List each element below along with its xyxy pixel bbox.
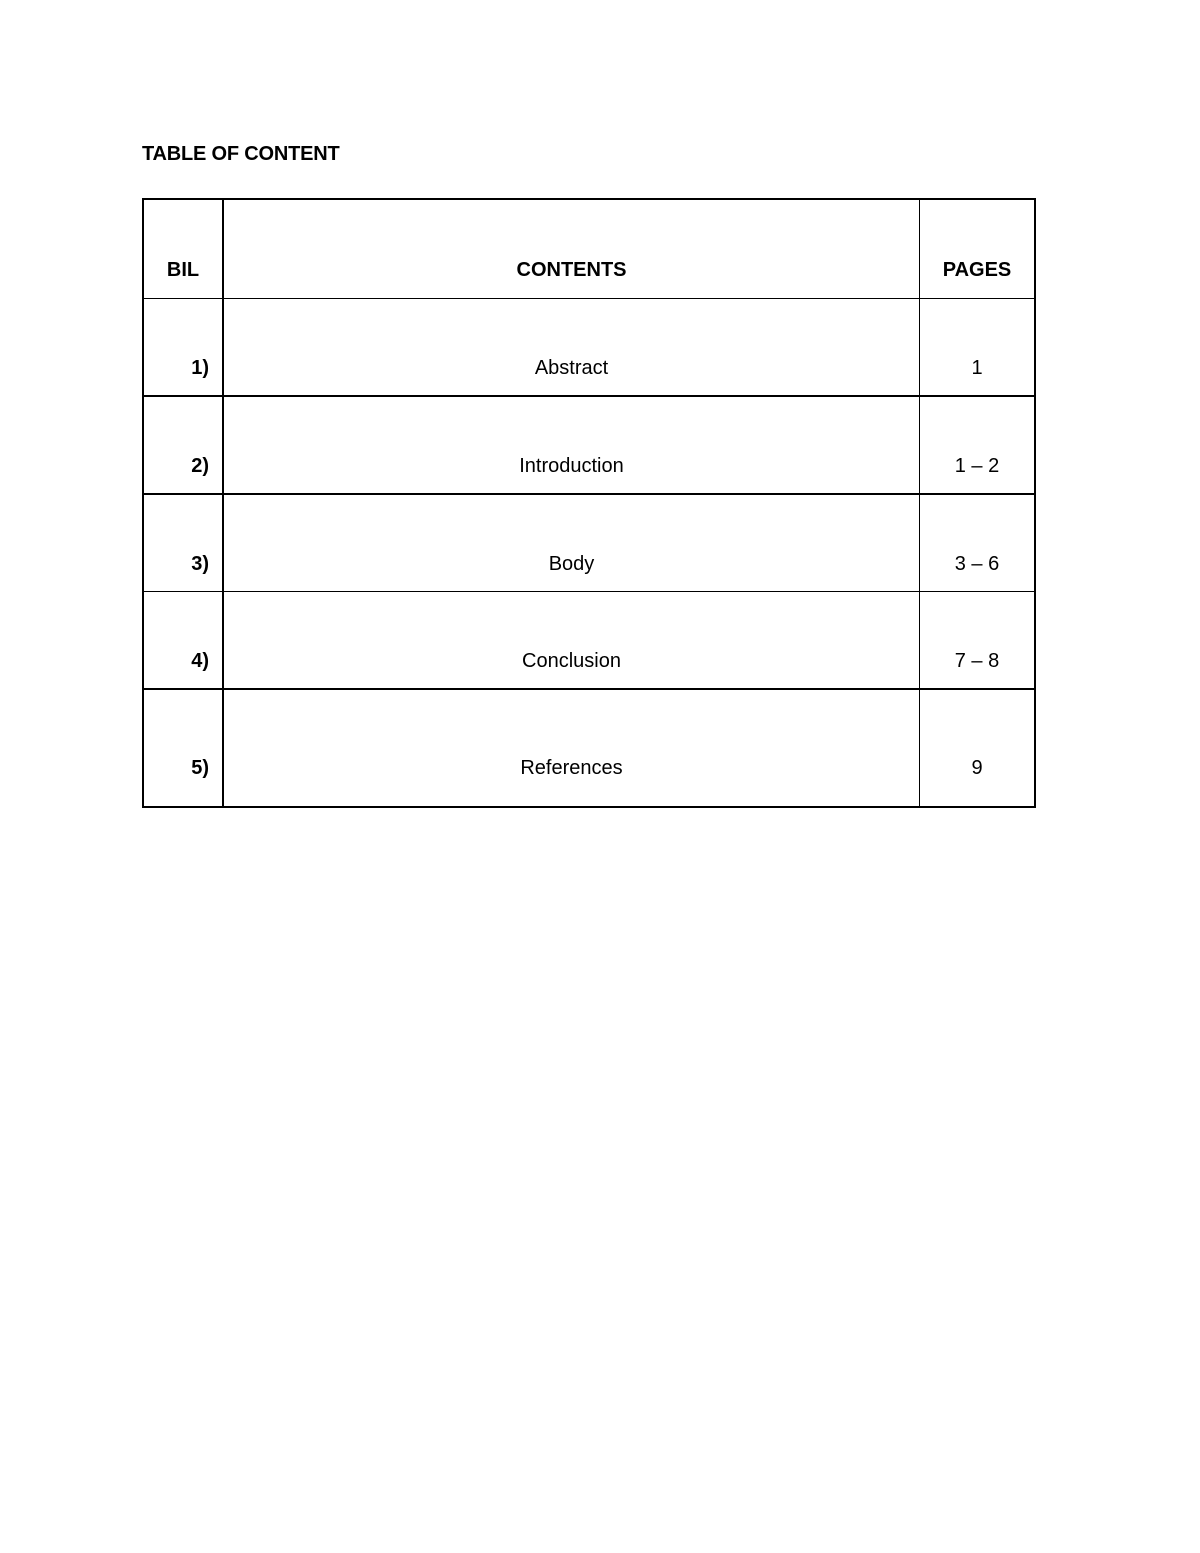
row-number: 5) <box>143 689 223 807</box>
row-content: Introduction <box>223 396 920 494</box>
row-number: 1) <box>143 299 223 397</box>
header-bil: BIL <box>143 199 223 299</box>
table-row <box>143 396 1035 494</box>
row-number: 3) <box>143 494 223 592</box>
table-row <box>143 592 1035 690</box>
row-content: References <box>223 689 920 807</box>
row-pages: 9 <box>920 689 1036 807</box>
header-pages: PAGES <box>920 199 1036 299</box>
table-row <box>143 689 1035 807</box>
row-content: Abstract <box>223 299 920 397</box>
row-number: 2) <box>143 396 223 494</box>
table-row <box>143 494 1035 592</box>
row-pages: 7 – 8 <box>920 592 1036 690</box>
row-content: Conclusion <box>223 592 920 690</box>
table-row <box>143 299 1035 397</box>
header-contents: CONTENTS <box>223 199 920 299</box>
table-of-contents <box>142 198 1036 808</box>
table-header-row <box>143 199 1035 299</box>
row-pages: 3 – 6 <box>920 494 1036 592</box>
row-pages: 1 – 2 <box>920 396 1036 494</box>
row-pages: 1 <box>920 299 1036 397</box>
row-content: Body <box>223 494 920 592</box>
page-title: TABLE OF CONTENT <box>142 143 340 165</box>
row-number: 4) <box>143 592 223 690</box>
